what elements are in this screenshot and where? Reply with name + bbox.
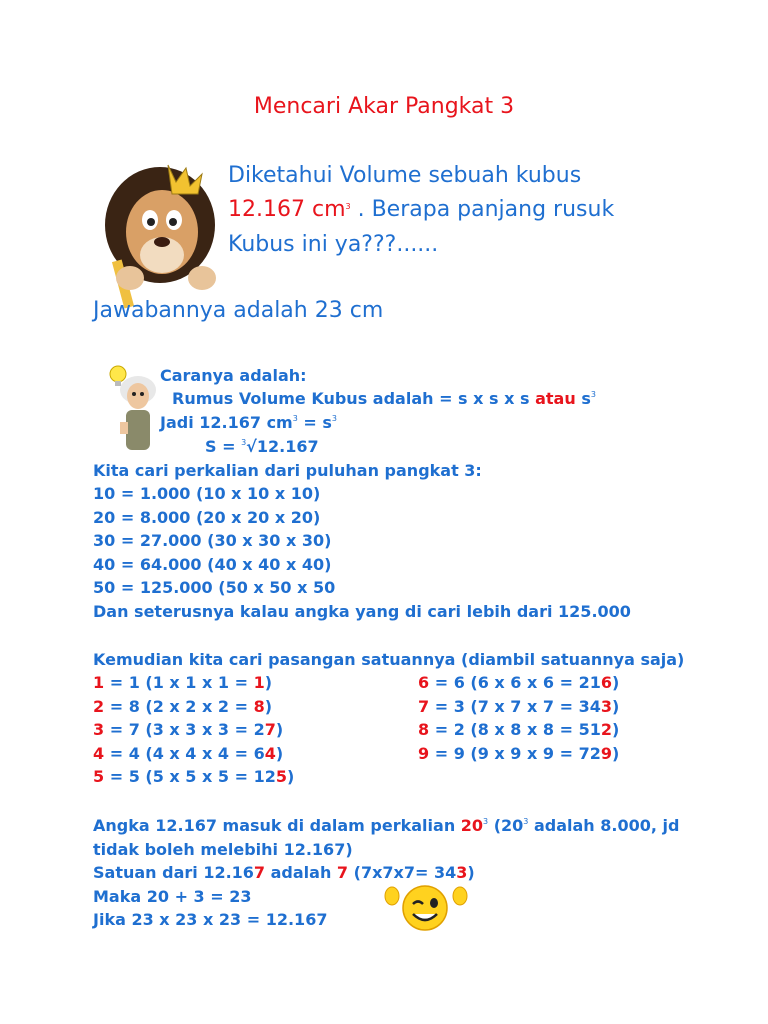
root-value: √12.167 bbox=[246, 437, 319, 456]
satuan-text: = 3 (7 x 7 x 7 = bbox=[429, 697, 579, 716]
satuan-end: ) bbox=[264, 697, 273, 716]
satuan-prefix: 51 bbox=[578, 720, 601, 739]
conclusion-line-1 bbox=[93, 816, 679, 835]
conclusion-exponent: 3 bbox=[523, 817, 529, 826]
conclusion-text: (7x7x7= 34 bbox=[348, 863, 457, 882]
winking-smiley-icon bbox=[380, 880, 470, 932]
s-root-line bbox=[205, 437, 319, 456]
satuan-last-digit: 9 bbox=[600, 744, 612, 763]
conclusion-exponent: 3 bbox=[483, 817, 489, 826]
satuan-last-digit: 7 bbox=[264, 720, 276, 739]
satuan-row bbox=[93, 673, 272, 692]
root-index: 3 bbox=[241, 438, 247, 447]
jadi-exponent-1: 3 bbox=[292, 414, 298, 423]
satuan-prefix: 12 bbox=[253, 767, 276, 786]
intro-line-1: Diketahui Volume sebuah kubus bbox=[228, 163, 582, 188]
satuan-digit: 8 bbox=[418, 720, 430, 739]
conclusion-text: adalah 8.000, jd bbox=[528, 816, 680, 835]
conclusion-text: Angka 12.167 masuk di dalam perkalian bbox=[93, 816, 461, 835]
satuan-text: = 7 (3 x 3 x 3 = bbox=[104, 720, 254, 739]
satuan-text: = 4 (4 x 4 x 4 = bbox=[104, 744, 254, 763]
puluhan-line: 30 = 27.000 (30 x 30 x 30) bbox=[93, 531, 332, 550]
satuan-row bbox=[93, 744, 283, 763]
satuan-last-digit: 6 bbox=[600, 673, 612, 692]
conclusion-highlight: 3 bbox=[456, 863, 468, 882]
satuan-digit: 4 bbox=[93, 744, 105, 763]
satuan-end: ) bbox=[286, 767, 295, 786]
satuan-end: ) bbox=[611, 697, 620, 716]
satuan-digit: 2 bbox=[93, 697, 105, 716]
satuan-text: = 5 (5 x 5 x 5 = bbox=[104, 767, 254, 786]
satuan-digit: 7 bbox=[418, 697, 430, 716]
conclusion-text: (20 bbox=[488, 816, 524, 835]
satuan-prefix: 72 bbox=[578, 744, 601, 763]
satuan-text: = 1 (1 x 1 x 1 = bbox=[104, 673, 254, 692]
formula-atau: atau bbox=[535, 389, 576, 408]
conclusion-highlight: 20 bbox=[460, 816, 484, 835]
puluhan-footer: Dan seterusnya kalau angka yang di cari lebih dari 125.000 bbox=[93, 602, 631, 621]
puluhan-line: 20 = 8.000 (20 x 20 x 20) bbox=[93, 508, 321, 527]
answer-text: Jawabannya adalah 23 cm bbox=[93, 298, 384, 323]
satuan-end: ) bbox=[611, 673, 620, 692]
satuan-header: Kemudian kita cari pasangan satuannya (diambil satuannya saja) bbox=[93, 650, 685, 669]
jadi-line bbox=[160, 413, 337, 432]
satuan-last-digit: 1 bbox=[253, 673, 265, 692]
satuan-last-digit: 8 bbox=[253, 697, 265, 716]
satuan-last-digit: 2 bbox=[600, 720, 612, 739]
satuan-end: ) bbox=[275, 720, 284, 739]
satuan-prefix: 21 bbox=[578, 673, 601, 692]
puluhan-header: Kita cari perkalian dari puluhan pangkat 3: bbox=[93, 461, 482, 480]
satuan-row bbox=[93, 767, 294, 786]
satuan-row bbox=[93, 720, 283, 739]
method-header: Caranya adalah: bbox=[160, 366, 307, 385]
satuan-digit: 3 bbox=[93, 720, 105, 739]
satuan-text: = 2 (8 x 8 x 8 = bbox=[429, 720, 579, 739]
satuan-text: = 6 (6 x 6 x 6 = bbox=[429, 673, 579, 692]
intro-line-3: Kubus ini ya???...... bbox=[228, 232, 439, 257]
conclusion-text: adalah bbox=[265, 863, 337, 882]
formula-line bbox=[172, 389, 596, 408]
satuan-text: = 8 (2 x 2 x 2 = bbox=[104, 697, 254, 716]
satuan-row bbox=[93, 697, 272, 716]
jadi-text-2: = s bbox=[297, 413, 332, 432]
formula-exponent: 3 bbox=[590, 390, 596, 399]
volume-value: 12.167 cm bbox=[228, 197, 346, 222]
formula-text: Rumus Volume Kubus adalah = s x s x s bbox=[172, 389, 536, 408]
satuan-end: ) bbox=[264, 673, 273, 692]
satuan-digit: 1 bbox=[93, 673, 105, 692]
conclusion-highlight: 7 bbox=[253, 863, 266, 882]
conclusion-line-2: tidak boleh melebihi 12.167) bbox=[93, 840, 353, 859]
satuan-row bbox=[418, 744, 619, 763]
jadi-exponent-2: 3 bbox=[331, 414, 337, 423]
lion-mascot-illustration bbox=[98, 160, 228, 310]
satuan-digit: 5 bbox=[93, 767, 105, 786]
satuan-digit: 9 bbox=[418, 744, 430, 763]
puluhan-line: 10 = 1.000 (10 x 10 x 10) bbox=[93, 484, 321, 503]
page-title: Mencari Akar Pangkat 3 bbox=[253, 94, 515, 119]
conclusion-highlight: 7 bbox=[336, 863, 349, 882]
satuan-row bbox=[418, 697, 619, 716]
formula-s: s bbox=[575, 389, 591, 408]
scientist-illustration bbox=[106, 362, 161, 454]
satuan-end: ) bbox=[611, 720, 620, 739]
satuan-last-digit: 4 bbox=[264, 744, 276, 763]
conclusion-line-5: Jika 23 x 23 x 23 = 12.167 bbox=[93, 910, 328, 929]
puluhan-line: 50 = 125.000 (50 x 50 x 50 bbox=[93, 578, 336, 597]
satuan-prefix: 6 bbox=[253, 744, 265, 763]
satuan-text: = 9 (9 x 9 x 9 = bbox=[429, 744, 579, 763]
jadi-text: Jadi 12.167 cm bbox=[160, 413, 293, 432]
satuan-prefix: 34 bbox=[578, 697, 601, 716]
conclusion-text: ) bbox=[467, 863, 475, 882]
satuan-last-digit: 5 bbox=[275, 767, 287, 786]
conclusion-line-4: Maka 20 + 3 = 23 bbox=[93, 887, 252, 906]
satuan-row bbox=[418, 720, 619, 739]
s-text: S = bbox=[205, 437, 242, 456]
satuan-last-digit: 3 bbox=[600, 697, 612, 716]
satuan-prefix: 2 bbox=[253, 720, 265, 739]
conclusion-text: Satuan dari 12.16 bbox=[93, 863, 254, 882]
intro-line-2 bbox=[228, 197, 614, 222]
intro-line-2-text: . Berapa panjang rusuk bbox=[350, 197, 615, 222]
satuan-row bbox=[418, 673, 619, 692]
puluhan-line: 40 = 64.000 (40 x 40 x 40) bbox=[93, 555, 332, 574]
satuan-end: ) bbox=[611, 744, 620, 763]
satuan-end: ) bbox=[275, 744, 284, 763]
volume-exponent: 3 bbox=[345, 202, 351, 211]
satuan-digit: 6 bbox=[418, 673, 430, 692]
